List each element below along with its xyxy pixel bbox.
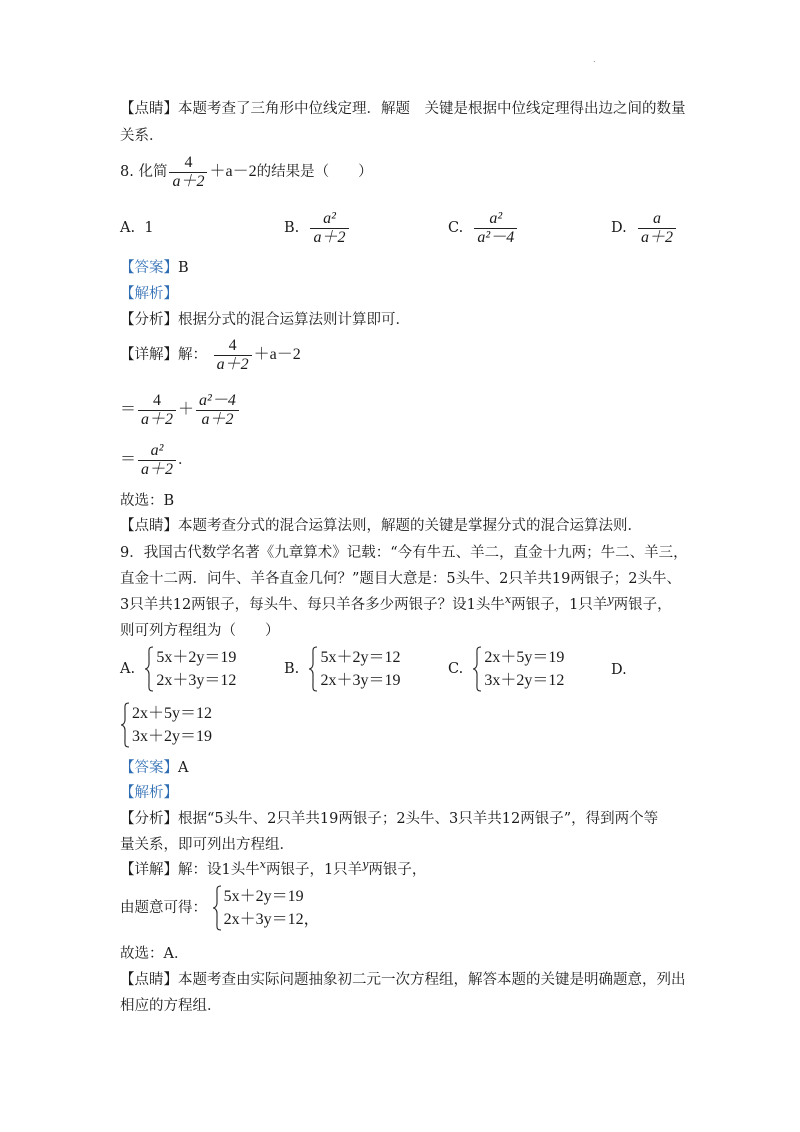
q9-stem-line3: 3只羊共12两银子，每头牛、每只羊各多少两银子？设1头牛$^x$两银子，1只羊$^y$两银子， xyxy=(120,593,672,613)
q8-choose: 故选：B xyxy=(120,493,175,509)
q8-stem-fraction: $\frac{4}{a+2}$ xyxy=(169,154,207,191)
q9-stem-line2: 直金十二两．问牛、羊各直金几何？”题目大意是：5头牛、2只羊共19两银子；2头牛、 xyxy=(120,571,682,587)
q8-option-d: D. $\frac{a}{a+2}$ xyxy=(611,208,678,248)
dianjing-tag: 【点睛】 xyxy=(120,101,178,117)
q9-solution-system: 由题意可得： 5x＋2y＝19 2x＋3y＝12， xyxy=(120,888,320,928)
q9-option-b: B. 5x＋2y＝12 2x＋3y＝19 xyxy=(284,649,401,689)
answer-tag: 【答案】 xyxy=(120,760,178,776)
q9-dianjing-line1: 【点睛】本题考查由实际问题抽象初二元一次方程组，解答本题的关键是明确题意，列出 xyxy=(120,972,686,988)
q9-dianjing-line2: 相应的方程组． xyxy=(120,998,222,1014)
q9-option-d: 2x＋5y＝12 3x＋2y＝19 xyxy=(120,702,212,748)
answer-tag: 【答案】 xyxy=(120,260,178,276)
q8-stem: 8. 化简 $\frac{4}{a+2}$ ＋a－2的结果是（ ） xyxy=(120,153,373,190)
q9-option-c: C. 2x＋5y＝19 3x＋2y＝12 xyxy=(448,649,565,689)
q8-option-a: A. 1 xyxy=(120,220,154,236)
q9-answer: 【答案】A xyxy=(120,760,189,776)
header-dot: . xyxy=(593,55,596,64)
q9-option-d-label: D. xyxy=(611,662,627,678)
q8-detail-step0: 【详解】解： $\frac{4}{a+2}$ ＋a－2 xyxy=(120,336,301,373)
q8-fenxi: 【分析】根据分式的混合运算法则计算即可． xyxy=(120,312,410,328)
q9-option-a: A. 5x＋2y＝19 2x＋3y＝12 xyxy=(120,649,237,689)
prev-dianjing-line2: 关系． xyxy=(120,128,164,144)
q9-detail: 【详解】解：设1头牛$^x$两银子，1只羊$^y$两银子， xyxy=(120,858,427,878)
q9-choose: 故选：A． xyxy=(120,946,189,962)
q8-option-b: B. $\frac{\text{a²}}{a+2}$ xyxy=(284,208,351,248)
q9-stem-line4: 则可列方程组为（ ） xyxy=(120,623,280,639)
prev-dianjing-line1: 【点睛】本题考查了三角形中位线定理．解题 关键是根据中位线定理得出边之间的数量 xyxy=(120,101,686,117)
q8-detail-step2: ＝ $\frac{\text{a²}}{a+2}$ ． xyxy=(120,441,193,478)
q8-dianjing: 【点睛】本题考查分式的混合运算法则，解题的关键是掌握分式的混合运算法则． xyxy=(120,518,642,534)
q9-analysis-tag: 【解析】 xyxy=(120,785,178,801)
q9-fenxi-line2: 量关系，即可列出方程组． xyxy=(120,837,294,853)
q8-option-c: C. $\frac{\text{a²}}{\text{a²－4}}$ xyxy=(448,208,519,248)
q8-detail-step1: ＝ $\frac{4}{a+2}$ ＋ $\frac{\text{a²－4}}{a+2}$ xyxy=(120,390,241,430)
q8-analysis-tag: 【解析】 xyxy=(120,286,178,302)
q9-fenxi-line1: 【分析】根据“5头牛、2只羊共19两银子；2头牛、3只羊共12两银子”，得到两个等 xyxy=(120,811,659,827)
q8-answer: 【答案】B xyxy=(120,260,189,276)
q9-stem-line1: 9．我国古代数学名著《九章算术》记载：“今有牛五、羊二，直金十九两；牛二、羊三， xyxy=(120,545,688,561)
